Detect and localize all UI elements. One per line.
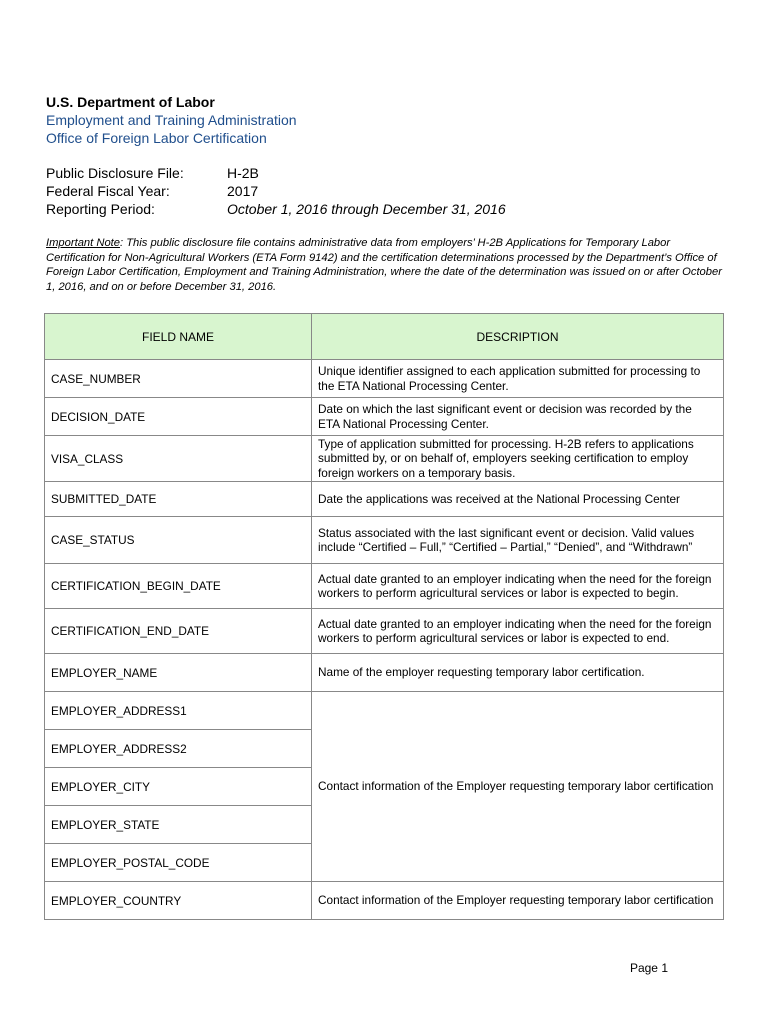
note-label: Important Note [46, 237, 120, 249]
field-name-cell: DECISION_DATE [45, 398, 312, 436]
table-header-row [45, 314, 724, 360]
header-field-name: FIELD NAME [45, 314, 312, 360]
field-name-cell: VISA_CLASS [45, 436, 312, 482]
meta-row-disclosure-file [46, 164, 506, 182]
important-note [46, 236, 726, 294]
office-name: Office of Foreign Labor Certification [46, 130, 267, 146]
table-row [45, 360, 724, 398]
meta-value: October 1, 2016 through December 31, 2016 [227, 201, 506, 217]
description-cell: Type of application submitted for processing. H-2B refers to applications submitted by, or on behalf of, employers seeking certification to employ foreign workers on a temporary basis. [312, 436, 724, 482]
description-cell: Unique identifier assigned to each application submitted for processing to the ETA National Processing Center. [312, 360, 724, 398]
table-row [45, 609, 724, 654]
table-row [45, 654, 724, 692]
description-cell: Date on which the last significant event or decision was recorded by the ETA National Processing Center. [312, 398, 724, 436]
meta-row-fiscal-year [46, 182, 506, 200]
contact-description-cell: Contact information of the Employer requesting temporary labor certification [312, 692, 724, 882]
field-name-cell: EMPLOYER_STATE [45, 806, 312, 844]
description-cell: Contact information of the Employer requesting temporary labor certification [312, 882, 724, 920]
header-description: DESCRIPTION [312, 314, 724, 360]
document-header [46, 93, 297, 147]
table-row [45, 482, 724, 517]
field-name-cell: CASE_NUMBER [45, 360, 312, 398]
field-name-cell: SUBMITTED_DATE [45, 482, 312, 517]
description-cell: Name of the employer requesting temporary labor certification. [312, 654, 724, 692]
table-row [45, 882, 724, 920]
description-cell: Date the applications was received at the National Processing Center [312, 482, 724, 517]
meta-value: H-2B [227, 165, 259, 181]
field-name-cell: CERTIFICATION_BEGIN_DATE [45, 564, 312, 609]
field-definitions-table [44, 313, 724, 920]
note-text: : This public disclosure file contains administrative data from employers’ H-2B Applications for Temporary Labor Certification for Non-Agricultural Workers (ETA Form 9142) and the certification determinations processed by the Department’s Office of Foreign Labor Certification, Employment and Training Administration, where the date of the determination was issued on or after October 1, 2016, and on or before December 31, 2016. [46, 237, 722, 293]
meta-label: Public Disclosure File: [46, 165, 184, 181]
file-metadata [46, 164, 506, 218]
department-name: U.S. Department of Labor [46, 94, 215, 110]
table-row [45, 564, 724, 609]
table-row [45, 436, 724, 482]
meta-value: 2017 [227, 183, 259, 199]
meta-label: Federal Fiscal Year: [46, 183, 170, 199]
table-row [45, 398, 724, 436]
meta-label: Reporting Period: [46, 201, 155, 217]
field-name-cell: EMPLOYER_NAME [45, 654, 312, 692]
description-cell: Actual date granted to an employer indicating when the need for the foreign workers to perform agricultural services or labor is expected to begin. [312, 564, 724, 609]
field-name-cell: EMPLOYER_ADDRESS2 [45, 730, 312, 768]
description-cell: Status associated with the last significant event or decision. Valid values include “Certified – Full,” “Certified – Partial,” “Denied”, and “Withdrawn” [312, 517, 724, 564]
agency-name: Employment and Training Administration [46, 112, 297, 128]
field-name-cell: EMPLOYER_COUNTRY [45, 882, 312, 920]
page-number: Page 1 [629, 961, 668, 975]
meta-row-reporting-period [46, 200, 506, 218]
table-row [45, 517, 724, 564]
field-name-cell: EMPLOYER_ADDRESS1 [45, 692, 312, 730]
description-cell: Actual date granted to an employer indicating when the need for the foreign workers to perform agricultural services or labor is expected to end. [312, 609, 724, 654]
field-name-cell: CASE_STATUS [45, 517, 312, 564]
table-row [45, 692, 724, 730]
field-name-cell: CERTIFICATION_END_DATE [45, 609, 312, 654]
field-name-cell: EMPLOYER_CITY [45, 768, 312, 806]
field-name-cell: EMPLOYER_POSTAL_CODE [45, 844, 312, 882]
